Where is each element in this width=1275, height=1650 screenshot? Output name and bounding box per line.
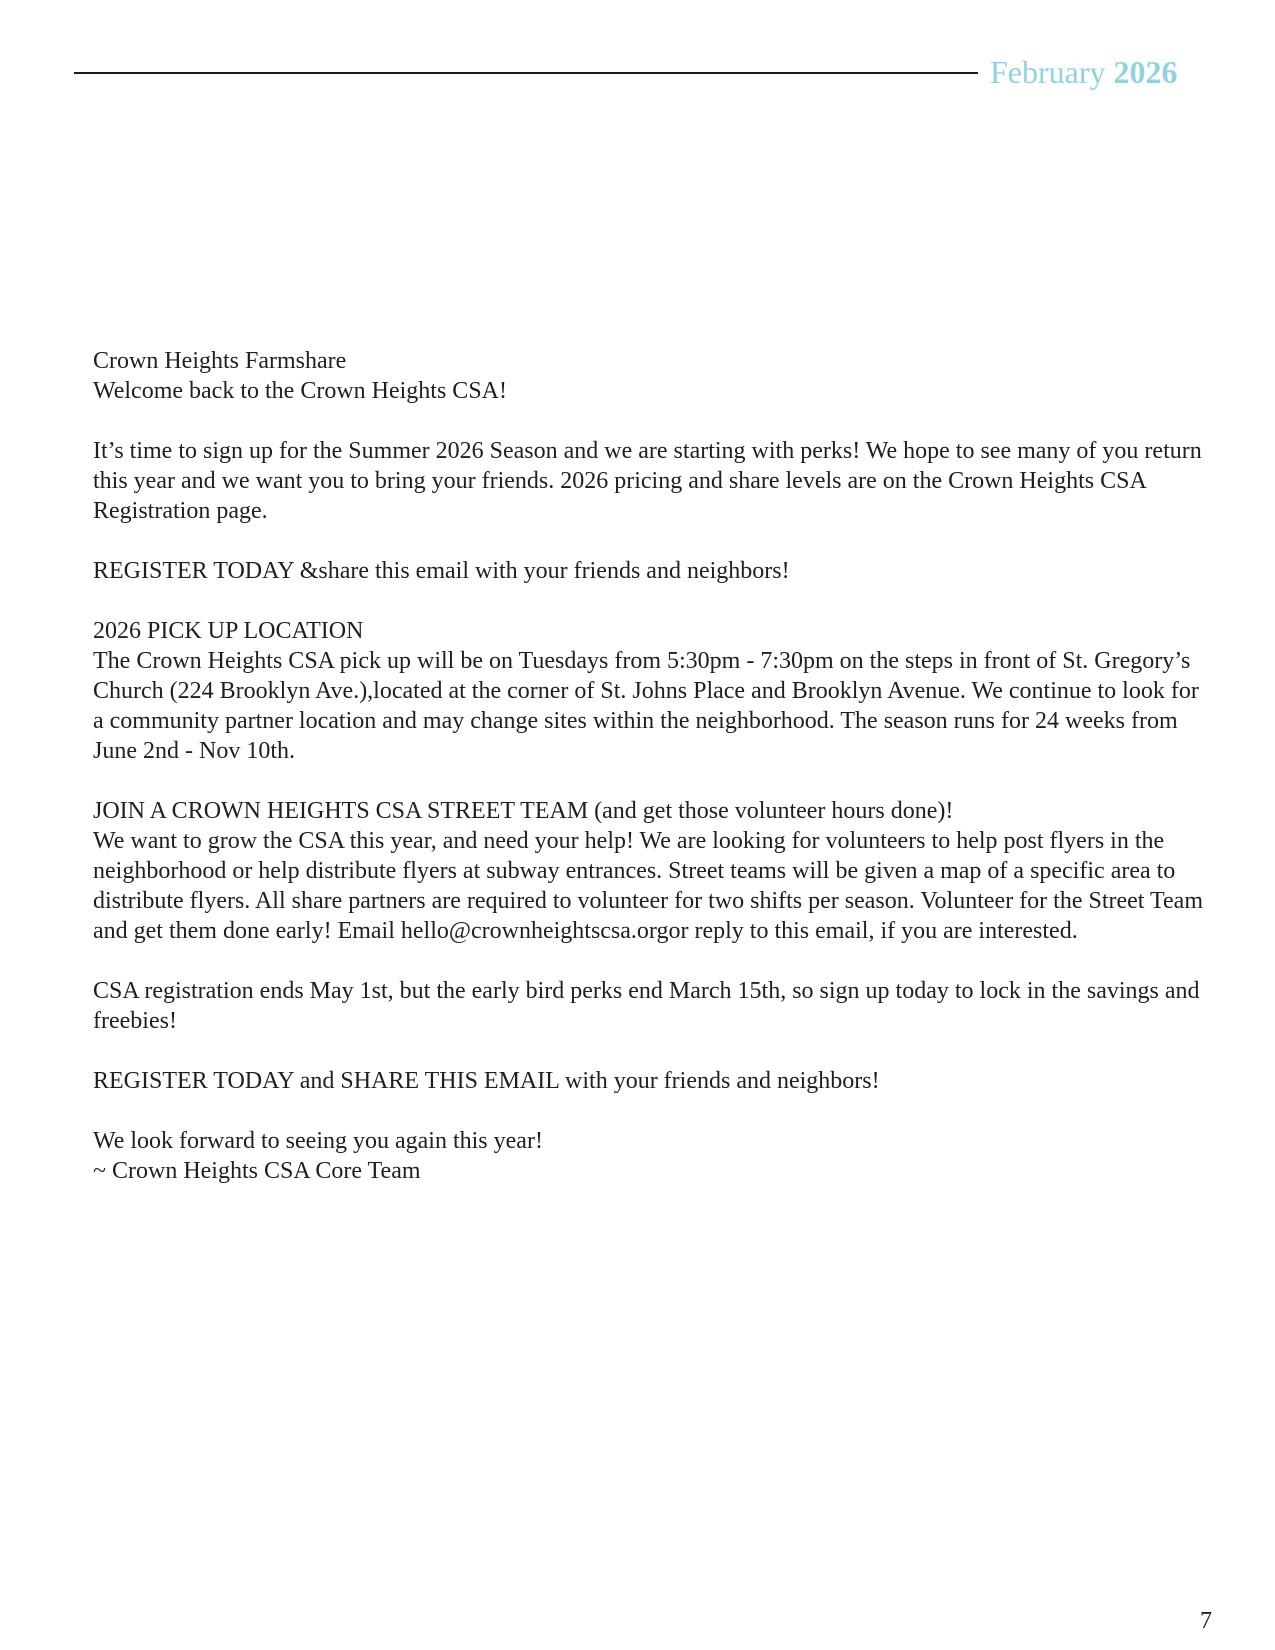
letter-body (93, 346, 1213, 1186)
header-month: February (990, 54, 1106, 90)
welcome-line: Welcome back to the Crown Heights CSA! (93, 378, 507, 404)
street-team-paragraph: We want to grow the CSA this year, and need your help! We are looking for volunteers to help post flyers in the neighborhood or help distribute flyers at subway entrances. Street teams will be given a map of a specific area to distribute flyers. All share partners are required to volunteer for two shifts per season. Volunteer for the Street Team and get them done early! Email hello@crownheightscsa.orgor reply to this email, if you are interested. (93, 828, 1203, 944)
signature: ~ Crown Heights CSA Core Team (93, 1158, 421, 1184)
register-callout-1: REGISTER TODAY &share this email with your friends and neighbors! (93, 558, 790, 584)
street-team-heading: JOIN A CROWN HEIGHTS CSA STREET TEAM (and get those volunteer hours done)! (93, 798, 954, 824)
header-date (990, 52, 1178, 92)
intro-paragraph: It’s time to sign up for the Summer 2026 Season and we are starting with perks! We hope to see many of you return this year and we want you to bring your friends. 2026 pricing and share levels are on the Crown Heights CSA Registration page. (93, 438, 1202, 524)
registration-deadline-paragraph: CSA registration ends May 1st, but the early bird perks end March 15th, so sign up today to lock in the savings and freebies! (93, 978, 1200, 1034)
org-name: Crown Heights Farmshare (93, 348, 347, 374)
header-rule (74, 72, 978, 74)
closing-line: We look forward to seeing you again this year! (93, 1128, 543, 1154)
pickup-heading: 2026 PICK UP LOCATION (93, 618, 364, 644)
pickup-paragraph: The Crown Heights CSA pick up will be on Tuesdays from 5:30pm - 7:30pm on the steps in front of St. Gregory’s Church (224 Brooklyn Ave.),located at the corner of St. Johns Place and Brooklyn Avenue. We continue to look for a community partner location and may change sites within the neighborhood. The season runs for 24 weeks from June 2nd - Nov 10th. (93, 648, 1199, 764)
header-year: 2026 (1113, 54, 1178, 90)
page-number: 7 (1200, 1608, 1212, 1634)
register-callout-2: REGISTER TODAY and SHARE THIS EMAIL with your friends and neighbors! (93, 1068, 880, 1094)
